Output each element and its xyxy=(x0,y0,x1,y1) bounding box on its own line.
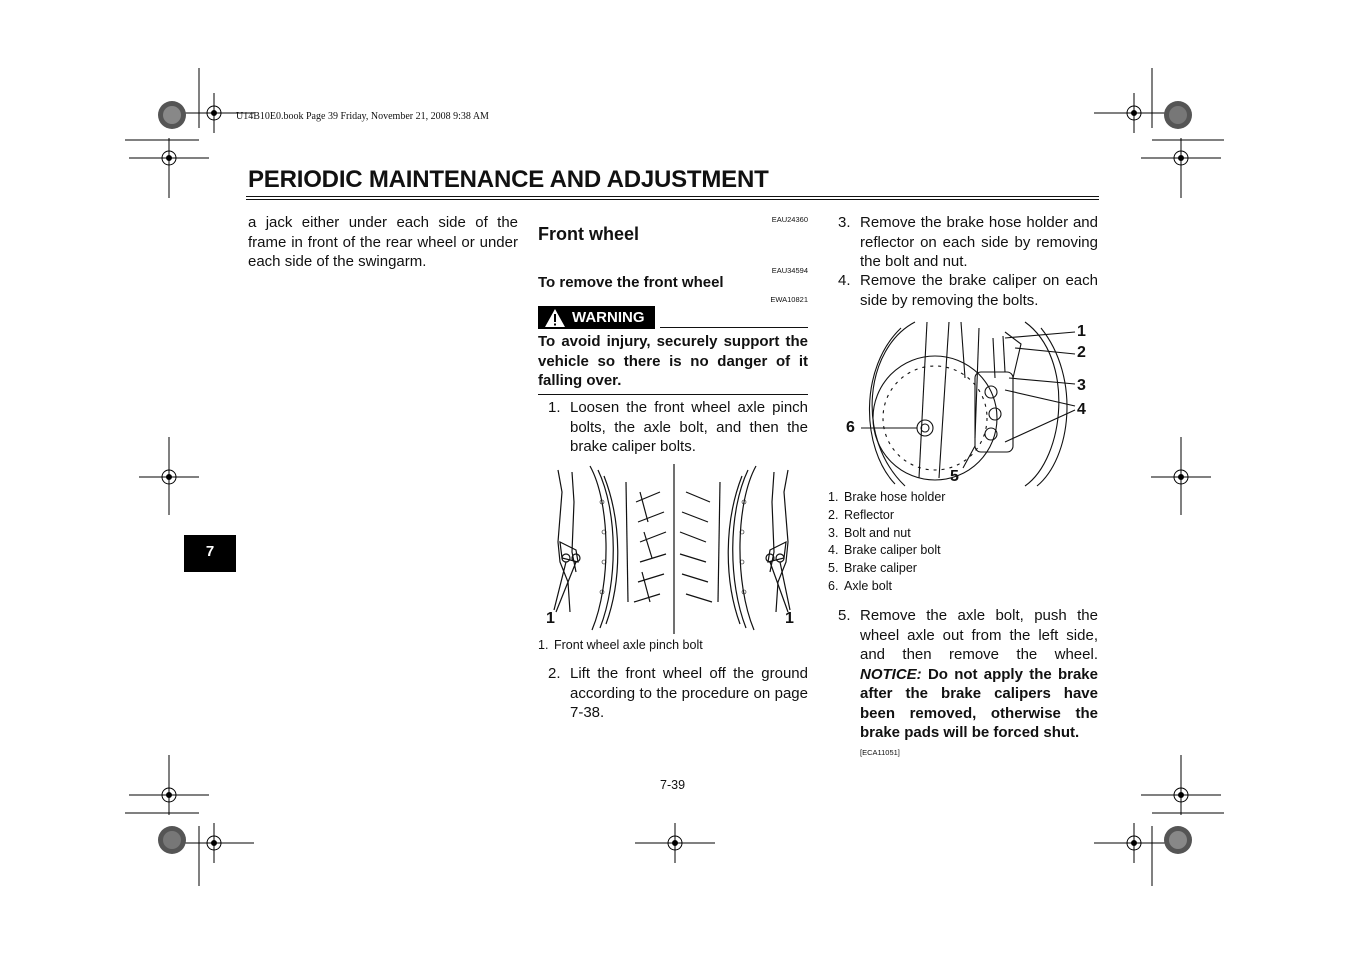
fig2-label-6: 6 xyxy=(846,419,855,436)
legend-text: Brake caliper bolt xyxy=(844,543,941,557)
legend-number: 4. xyxy=(828,543,839,557)
legend-text: Axle bolt xyxy=(844,579,892,593)
step-4-text: Remove the brake caliper on each side by removing the bolts. xyxy=(860,272,1098,309)
title-rule xyxy=(246,196,1099,200)
legend-item xyxy=(828,579,892,593)
legend-item xyxy=(828,508,894,522)
code-eau34594: EAU34594 xyxy=(771,266,808,275)
legend-item xyxy=(828,490,945,504)
step-5-text: Remove the axle bolt, push the wheel axle out from the left side, and then remove the wheel. xyxy=(860,607,1098,663)
legend-item xyxy=(828,526,911,540)
warning-badge xyxy=(538,306,655,329)
fig1-caption-text: Front wheel axle pinch bolt xyxy=(554,638,703,652)
fig2-label-2: 2 xyxy=(1077,344,1086,361)
book-info: U14B10E0.book Page 39 Friday, November 21, 2008 9:38 AM xyxy=(236,111,489,122)
notice-text: Do not apply the brake after the brake calipers have been removed, otherwise the brake pads will be forced shut. xyxy=(860,665,1098,741)
figure-brake-caliper xyxy=(845,318,1100,490)
fig1-caption xyxy=(538,638,703,652)
legend-number: 2. xyxy=(828,508,839,522)
subheading: To remove the front wheel xyxy=(538,274,724,291)
page-title: PERIODIC MAINTENANCE AND ADJUSTMENT xyxy=(248,166,769,193)
warning-rule-top xyxy=(660,327,808,328)
step-4-number: 4. xyxy=(838,272,851,289)
fig1-caption-number: 1. xyxy=(538,638,549,652)
step-1-text: Loosen the front wheel axle pinch bolts, the axle bolt, and then the brake caliper bolts. xyxy=(570,399,808,455)
fig2-label-5: 5 xyxy=(950,468,959,485)
warning-text: To avoid injury, securely support the vehicle so there is no danger of it falling over. xyxy=(538,333,808,389)
step-1-number: 1. xyxy=(548,399,561,416)
step-5-number: 5. xyxy=(838,607,851,624)
fig2-label-3: 3 xyxy=(1077,377,1086,394)
fig1-label-left: 1 xyxy=(546,610,555,627)
fig2-label-1: 1 xyxy=(1077,323,1086,340)
code-eau24360: EAU24360 xyxy=(771,215,808,224)
fig1-label-right: 1 xyxy=(785,610,794,627)
code-ewa10821: EWA10821 xyxy=(770,295,808,304)
warning-label: WARNING xyxy=(572,309,645,326)
step-3-text: Remove the brake hose holder and reflector on each side by removing the bolt and nut. xyxy=(860,214,1098,270)
chapter-tab: 7 xyxy=(184,535,236,572)
figure-front-wheel-pinch-bolts xyxy=(540,462,808,634)
legend-number: 1. xyxy=(828,490,839,504)
legend-text: Bolt and nut xyxy=(844,526,911,540)
step-3-number: 3. xyxy=(838,214,851,231)
fig2-label-4: 4 xyxy=(1077,401,1086,418)
notice-label: NOTICE: xyxy=(860,665,922,683)
section-heading: Front wheel xyxy=(538,224,640,244)
legend-item xyxy=(828,543,941,557)
warning-triangle-icon xyxy=(544,308,566,328)
page-number: 7-39 xyxy=(660,778,686,792)
step-5-content xyxy=(860,606,1098,743)
legend-number: 3. xyxy=(828,526,839,540)
legend-text: Brake caliper xyxy=(844,561,917,575)
legend-text: Brake hose holder xyxy=(844,490,946,504)
warning-rule-bottom xyxy=(538,394,808,395)
legend-item xyxy=(828,561,917,575)
legend-number: 5. xyxy=(828,561,839,575)
step-2-text: Lift the front wheel off the ground according to the procedure on page 7-38. xyxy=(570,665,808,721)
code-eca11051: [ECA11051] xyxy=(860,748,900,757)
col1-text: a jack either under each side of the frame in front of the rear wheel or under each side of the swingarm. xyxy=(248,214,518,270)
legend-number: 6. xyxy=(828,579,839,593)
step-2-number: 2. xyxy=(548,665,561,682)
legend-text: Reflector xyxy=(844,508,895,522)
